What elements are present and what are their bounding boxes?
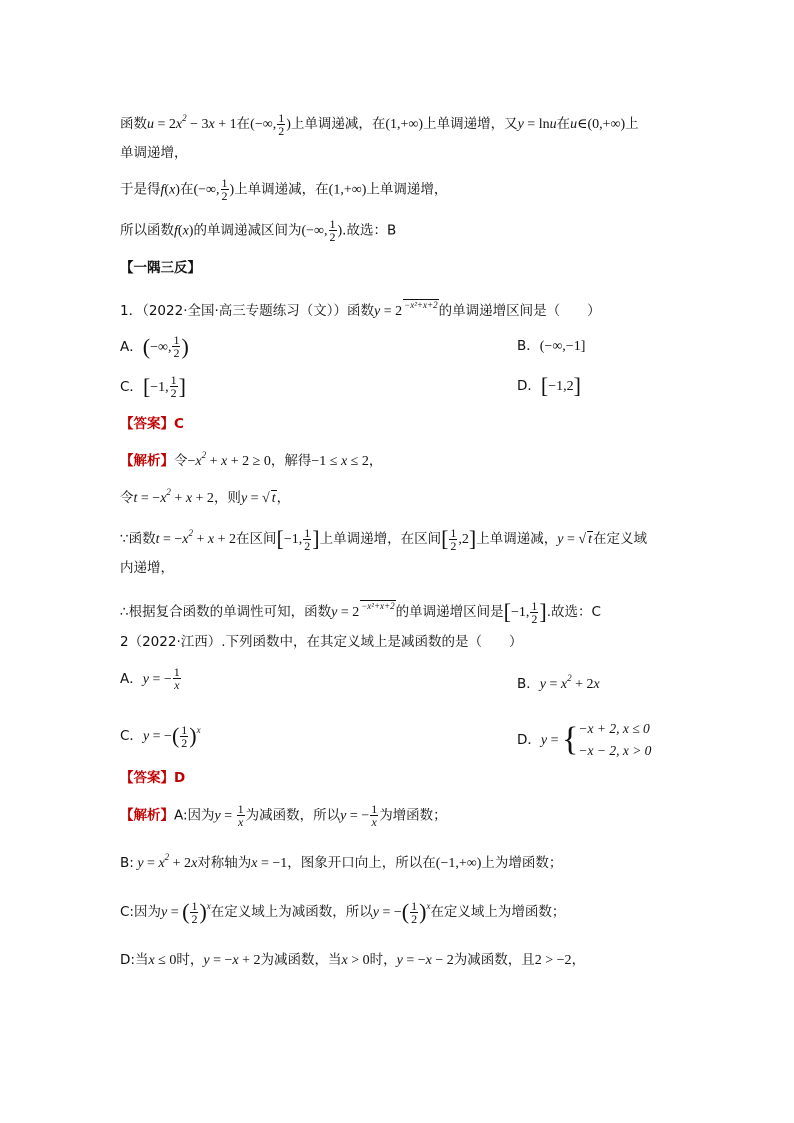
text-line-4: 所以函数f(x)的单调递减区间为(−∞, $\frac{1}{2}$ ).故选：B (120, 217, 397, 244)
q2-analysis-d: D:当x ≤ 0时，y = −x + 2为减函数，当x > 0时，y = −x − 2为减函数，且2 > −2， (120, 952, 586, 968)
q1-analysis-3: ∵函数$t = -x^2 + x + 2$在区间[−1, $\frac{1}{2}$ ]上单调递增，在区间[ $\frac{1}{2}$ ,2]上单调递减，y = √ t在定义域 (120, 525, 647, 553)
q1-option-c: C．[−1, $\frac{1}{2}$ ] (120, 373, 186, 400)
q1-options-row2 (120, 374, 754, 400)
q2-options-row2 (120, 718, 754, 758)
text-line-3: 于是得f(x)在(−∞, $\frac{1}{2}$ )上单调递减，在(1,+∞)上单调递增， (120, 176, 448, 203)
q2-option-d: D．y = {−x + 2, x ≤ 0 −x − 2, x > 0 (517, 721, 652, 758)
text-line-1: 函数$u = 2x^2 - 3x + 1$在(−∞, $\frac{1}{2}$ )上单调递减，在(1,+∞)上单调递增，又y = lnu在u∈(0,+∞)上 (120, 110, 639, 138)
q1-option-a: A．(−∞, $\frac{1}{2}$ ) (120, 333, 189, 360)
q2-analysis-c: C:因为y = ( $\frac{1}{2}$ )$^x$在定义域上为减函数，所以y = −( $\frac{1}{2}$ )$^x$在定义域上为增函数； (120, 898, 566, 926)
q2-option-c: C．y = −( $\frac{1}{2}$ )$^x$ (120, 722, 201, 750)
q2-options-row1 (120, 666, 754, 692)
q2-option-a: A．y = − $\frac{1}{x}$ (120, 665, 180, 692)
q1-analysis-1: 【解析】令$-x^2 + x + 2 \ge 0$，解得−1 ≤ x ≤ 2， (120, 450, 383, 469)
q1-options-row1 (120, 334, 754, 360)
text-line-2: 单调递增， (120, 145, 188, 161)
q1-stem: 1．（2022·全国·高三专题练习（文））函数y = 2 $^{-x^2+x+2}$的单调递增区间是（ ） (120, 300, 601, 319)
q2-answer: 【答案】D (120, 770, 186, 786)
q1-analysis-4: 内递增， (120, 560, 174, 576)
q2-analysis-b: B: $y = x^2 + 2x$对称轴为x = −1，图象开口向上，所以在(−1,+∞)上为增函数； (120, 852, 563, 871)
q1-option-b: B．(−∞,−1] (517, 338, 586, 354)
section-heading: 【一隅三反】 (120, 260, 201, 276)
q2-stem: 2（2022·江西）.下列函数中，在其定义域上是减函数的是（ ） (120, 634, 523, 650)
q2-option-b: B．$y = x^2 + 2x$ (517, 673, 600, 692)
q1-answer: 【答案】C (120, 416, 184, 432)
q1-analysis-5: ∴根据复合函数的单调性可知，函数y = 2 $^{-x^2+x+2}$的单调递增区间是[−1, $\frac{1}{2}$ ].故选：C (120, 598, 601, 626)
q1-analysis-2: 令$t = -x^2 + x + 2$，则y = √ t， (120, 487, 291, 506)
q1-option-d: D．[−1,2] (517, 373, 581, 398)
q2-analysis-a: 【解析】A:因为y = $\frac{1}{x}$ 为减函数，所以y = − $\frac{1}{x}$ 为增函数； (120, 802, 447, 829)
